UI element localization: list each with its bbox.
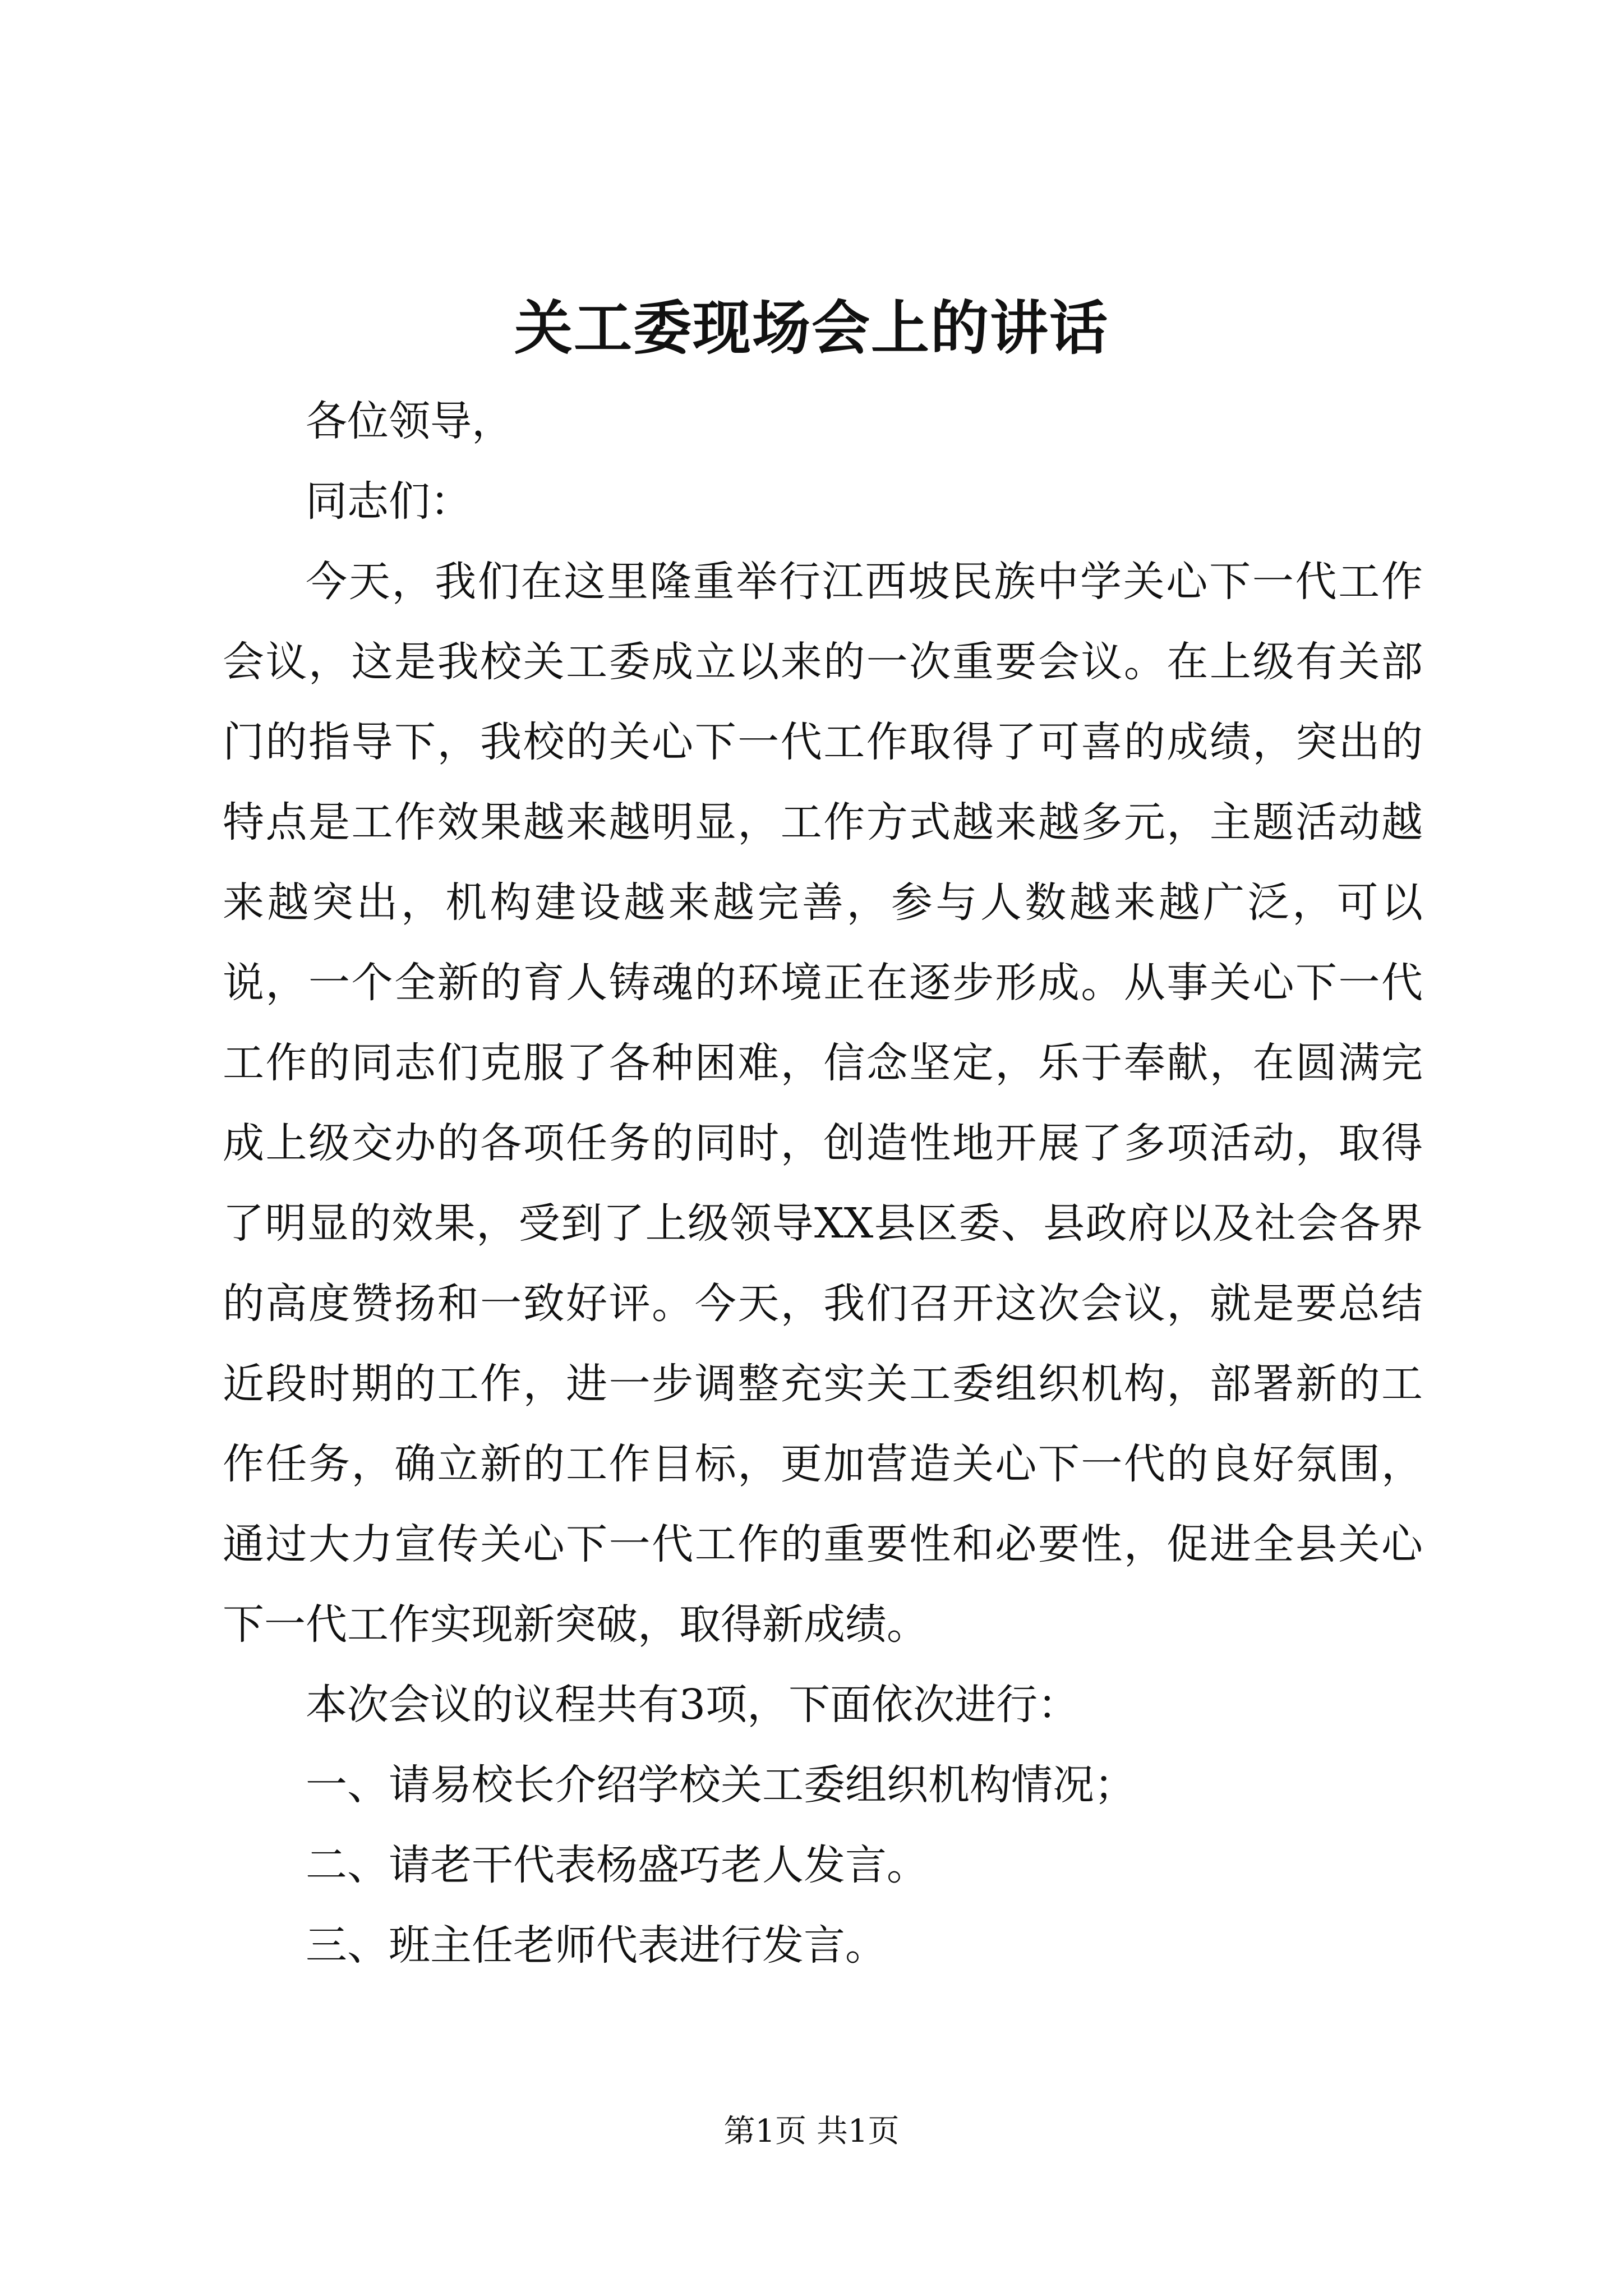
agenda-item-3: 三、班主任老师代表进行发言。 [306,1921,887,1970]
agenda-intro: 本次会议的议程共有3项，下面依次进行： [306,1681,1080,1729]
salutation-leaders: 各位领导， [306,397,513,445]
document-body [223,381,1423,1986]
agenda-item-2: 二、请老干代表杨盛巧老人发言。 [306,1841,928,1889]
agenda-item-1: 一、请易校长介绍学校关工委组织机构情况； [306,1761,1136,1809]
page-footer [0,2109,1623,2154]
salutation-comrades: 同志们： [306,477,472,526]
main-paragraph: 今天，我们在这里隆重举行江西坡民族中学关心下一代工作会议，这是我校关工委成立以来的一次重要会议。在上级有关部门的指导下，我校的关心下一代工作取得了可喜的成绩，突出的特点是工作效果越来越明显，工作方式越来越多元，主题活动越来越突出，机构建设越来越完善，参与人数越来越广泛，可以说，一个全新的育人铸魂的环境正在逐步形成。从事关心下一代工作的同志们克服了各种困难，信念坚定，乐于奉献，在圆满完成上级交办的各项任务的同时，创造性地开展了多项活动，取得了明显的效果，受到了上级领导XX县区委、县政府以及社会各界的高度赞扬和一致好评。今天，我们召开这次会议，就是要总结近段时期的工作，进一步调整充实关工委组织机构，部署新的工作任务，确立新的工作目标，更加营造关心下一代的良好氛围，通过大力宣传关心下一代工作的重要性和必要性，促进全县关心下一代工作实现新突破，取得新成绩。 [223,558,1423,1649]
page-number-label: 第1页 共1页 [723,2113,900,2150]
document-title: 关工委现场会上的讲话 [514,293,1109,362]
